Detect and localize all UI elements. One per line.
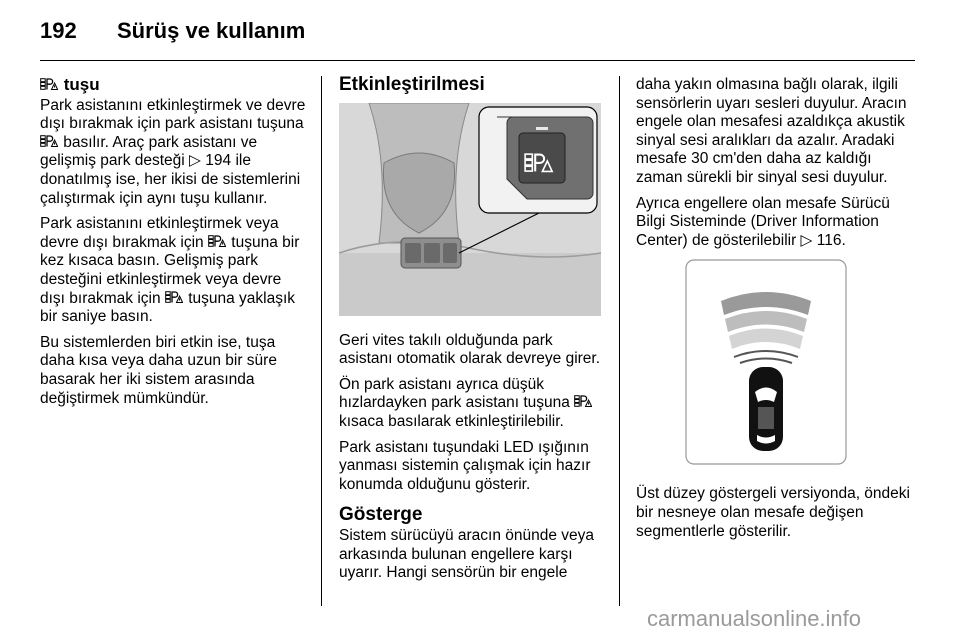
header-rule [40,60,915,61]
park-assist-icon [40,78,58,90]
column-left [40,76,310,415]
page-number: 192 [40,18,77,43]
paragraph: Üst düzey göstergeli versiyonda, öndeki bir nesneye olan mesafe değişen segmentlerle gösterilir. [636,485,910,540]
paragraph: daha yakın olmasına bağlı olarak, ilgili sensörlerin uyarı sesleri duyulur. Aracın engele olan mesafesi azaldıkça akustik sinyal sesi aralıkları da azalır. Aradaki mesafe 30 cm'den daha az kaldığı zaman sürekli bir sinyal sesi duyulur. [636,76,907,186]
paragraph: Park asistanını etkinleştirmek veya devre dışı bırakmak için tuşuna bir kez kısaca basın. Gelişmiş park desteğini etkinleştirmek veya devre dışı bırakmak için tuşuna yaklaşık bir saniye basın. [40,215,300,326]
paragraph: Park asistanını etkinleştirmek ve devre dışı bırakmak için park asistanı tuşuna basılır. Araç park asistanı ve gelişmiş park desteği ▷ 194 ile donatılmış ise, her ikisi de sistemlerini çalıştırmak için aynı tuşu kullanır. [40,96,306,207]
page-title: Sürüş ve kullanım [117,18,306,43]
page-header [40,18,305,44]
park-assist-icon [165,291,183,303]
park-assist-icon [574,395,592,407]
subheading: Gösterge [339,504,423,526]
paragraph: Park asistanı tuşundaki LED ışığının yanması sistemin çalışmak için hazır konumda olduğunu gösterir. [339,438,591,493]
paragraph: Sistem sürücüyü aracın önünde veya arkasında bulunan engellere karşı uyarır. Hangi sensörün bir engele [339,526,595,582]
section-heading-key [40,76,310,95]
park-assist-icon [40,135,58,147]
park-assist-icon [208,235,226,247]
column-middle [339,76,607,590]
paragraph: Ön park asistanı ayrıca düşük hızlardayken park asistanı tuşuna kısaca basılarak etkinleştirilebilir. [339,376,607,432]
paragraph: Ayrıca engellere olan mesafe Sürücü Bilgi Sisteminde (Driver Information Center) de gösterilebilir ▷ 116. [636,194,890,249]
watermark: carmanualsonline.info [647,606,862,631]
paragraph: Bu sistemlerden biri etkin ise, tuşa daha kısa veya daha uzun bir süre basarak her iki sistem arasında değiştirmek mümkündür. [40,333,277,407]
triangle-right-icon: ▷ [189,152,201,170]
column-divider [321,76,322,606]
column-right [636,76,911,548]
console-illustration [339,103,601,316]
paragraph: Geri vites takılı olduğunda park asistanı otomatik olarak devreye girer. [339,331,601,368]
column-divider [619,76,620,606]
section-heading: Etkinleştirilmesi [339,74,485,95]
parking-distance-display [636,257,898,469]
triangle-right-icon: ▷ [800,231,813,249]
heading-text: tuşu [63,75,100,94]
